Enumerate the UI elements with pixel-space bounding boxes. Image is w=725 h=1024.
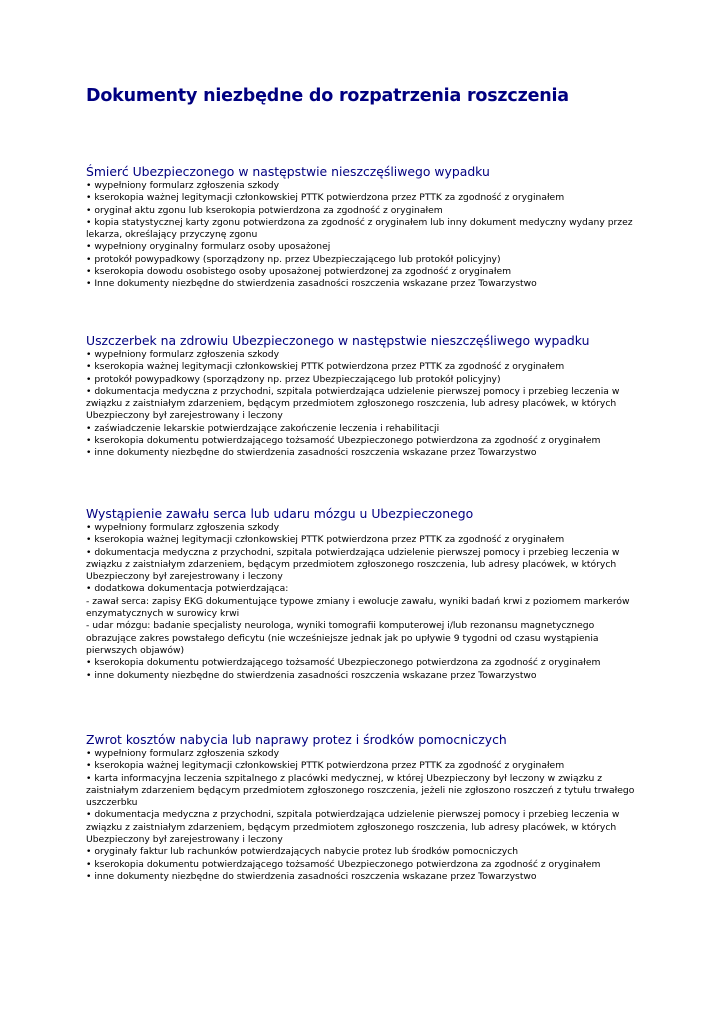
list-item: • wypełniony oryginalny formularz osoby uposażonej	[86, 241, 331, 253]
list-item: • kserokopia dokumentu potwierdzającego tożsamość Ubezpieczonego potwierdzona za zgodność z oryginałem	[86, 435, 601, 447]
list-item: • inne dokumenty niezbędne do stwierdzenia zasadności roszczenia wskazane przez Towarzystwo	[86, 870, 537, 882]
list-item: • inne dokumenty niezbędne do stwierdzenia zasadności roszczenia wskazane przez Towarzystwo	[86, 669, 537, 681]
list-item: - zawał serca: zapisy EKG dokumentujące typowe zmiany i ewolucje zawału, wyniki badań krwi z poziomem markerów enzymatycznych w surowicy krwi	[86, 595, 630, 620]
list-item: • protokół powypadkowy (sporządzony np. przez Ubezpieczającego lub protokół policyjny)	[86, 373, 501, 385]
list-item: • dokumentacja medyczna z przychodni, szpitala potwierdzająca udzielenie pierwszej pomocy i przebieg leczenia w związku z zaistniałym zdarzeniem, będącym przedmiotem zgłoszonego roszczenia, lub adresy placówek, w których Ubezpieczony był zarejestrowany i leczony	[86, 809, 620, 846]
list-item: • kserokopia ważnej legitymacji członkowskiej PTTK potwierdzona przez PTTK za zgodność z oryginałem	[86, 760, 565, 772]
document-list	[86, 180, 646, 291]
list-item: • dodatkowa dokumentacja potwierdzająca:	[86, 583, 289, 595]
list-item: • kserokopia ważnej legitymacji członkowskiej PTTK potwierdzona przez PTTK za zgodność z oryginałem	[86, 361, 565, 373]
section-heading: Wystąpienie zawału serca lub udaru mózgu u Ubezpieczonego	[86, 506, 474, 521]
section-death	[86, 164, 646, 291]
section-heart-attack-stroke	[86, 506, 646, 682]
document-list	[86, 522, 646, 682]
list-item: • wypełniony formularz zgłoszenia szkody	[86, 748, 280, 759]
section-prosthesis-refund	[86, 732, 646, 883]
list-item: • kserokopia ważnej legitymacji członkowskiej PTTK potwierdzona przez PTTK za zgodność z oryginałem	[86, 192, 565, 204]
list-item: • wypełniony formularz zgłoszenia szkody	[86, 180, 280, 191]
list-item: - udar mózgu: badanie specjalisty neurologa, wyniki tomografii komputerowej i/lub rezonansu magnetycznego obrazujące zakres powstałego deficytu (nie wcześniejsze jednak jak po upływie 9 tygodni od czasu wystąpienia pierwszych objawów)	[86, 620, 599, 656]
list-item: • kopia statystycznej karty zgonu potwierdzona za zgodność z oryginałem lub inny dokument medyczny wydany przez lekarza, określający przyczynę zgonu	[86, 216, 633, 241]
section-injury	[86, 333, 646, 460]
page-title: Dokumenty niezbędne do rozpatrzenia roszczenia	[86, 86, 569, 106]
document-list	[86, 349, 646, 460]
list-item: • kserokopia ważnej legitymacji członkowskiej PTTK potwierdzona przez PTTK za zgodność z oryginałem	[86, 534, 565, 546]
list-item: • oryginał aktu zgonu lub kserokopia potwierdzona za zgodność z oryginałem	[86, 204, 443, 216]
list-item: • kserokopia dokumentu potwierdzającego tożsamość Ubezpieczonego potwierdzona za zgodność z oryginałem	[86, 858, 601, 870]
list-item: • wypełniony formularz zgłoszenia szkody	[86, 522, 280, 533]
section-heading: Zwrot kosztów nabycia lub naprawy protez i środków pomocniczych	[86, 732, 507, 747]
list-item: • dokumentacja medyczna z przychodni, szpitala potwierdzająca udzielenie pierwszej pomocy i przebieg leczenia w związku z zaistniałym zdarzeniem, będącym przedmiotem zgłoszonego roszczenia, lub adresy placówek, w których Ubezpieczony był zarejestrowany i leczony	[86, 546, 620, 583]
document-list	[86, 748, 646, 883]
section-heading: Śmierć Ubezpieczonego w następstwie nieszczęśliwego wypadku	[86, 164, 490, 179]
list-item: • kserokopia dokumentu potwierdzającego tożsamość Ubezpieczonego potwierdzona za zgodność z oryginałem	[86, 657, 601, 669]
list-item: • zaświadczenie lekarskie potwierdzające zakończenie leczenia i rehabilitacji	[86, 422, 440, 434]
list-item: • karta informacyjna leczenia szpitalnego z placówki medycznej, w której Ubezpieczony był leczony w związku z zaistniałym zdarzeniem będącym przedmiotem zgłoszonego roszczenia, jeżeli nie zgłoszono roszczeń z tytułu trwałego uszczerbku	[86, 772, 635, 809]
list-item: • kserokopia dowodu osobistego osoby uposażonej potwierdzonej za zgodność z oryginałem	[86, 266, 512, 278]
list-item: • dokumentacja medyczna z przychodni, szpitala potwierdzająca udzielenie pierwszej pomocy i przebieg leczenia w związku z zaistniałym zdarzeniem, będącym przedmiotem zgłoszonego roszczenia, lub adresy placówek, w których Ubezpieczony był zarejestrowany i leczony	[86, 385, 620, 422]
section-heading: Uszczerbek na zdrowiu Ubezpieczonego w następstwie nieszczęśliwego wypadku	[86, 333, 590, 348]
list-item: • inne dokumenty niezbędne do stwierdzenia zasadności roszczenia wskazane przez Towarzystwo	[86, 447, 537, 459]
list-item: • Inne dokumenty niezbędne do stwierdzenia zasadności roszczenia wskazane przez Towarzystwo	[86, 278, 537, 290]
list-item: • protokół powypadkowy (sporządzony np. przez Ubezpieczającego lub protokół policyjny)	[86, 253, 501, 265]
list-item: • wypełniony formularz zgłoszenia szkody	[86, 349, 280, 360]
list-item: • oryginały faktur lub rachunków potwierdzających nabycie protez lub środków pomocniczych	[86, 846, 519, 858]
